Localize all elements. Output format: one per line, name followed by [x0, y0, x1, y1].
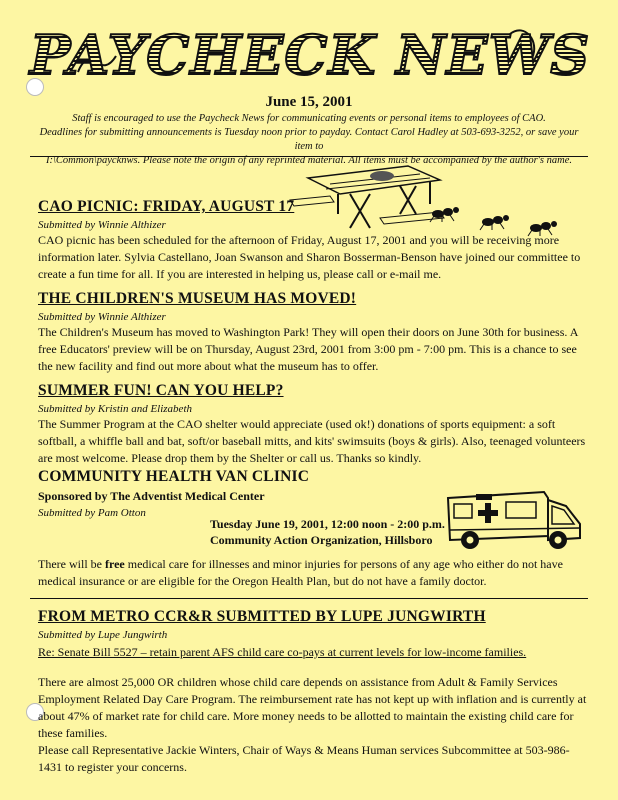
- section-metro-ccrr: [38, 608, 588, 776]
- intro-line-1: Staff is encouraged to use the Paycheck News for communicating events or personal items to employees of CAO.: [72, 113, 546, 124]
- section-subject: Re: Senate Bill 5527 – retain parent AFS child care co-pays at current levels for low-income families.: [38, 645, 527, 659]
- section-body: The Summer Program at the CAO shelter would appreciate (used ok!) donations of sports equipment: a soft softball, a whiffle ball and bat, soft/or baseball mitts, and kits' swimsuits (boys & girls). Also, teenaged volunteers are most welcome. Please drop them by the Shelter or call us. Thanks so kindly.: [38, 417, 586, 465]
- intro-line-2: Deadlines for submitting announcements is Tuesday noon prior to payday. Contact Carol Hadley at 503-693-3252, or save your item to: [39, 127, 579, 152]
- section-body: CAO picnic has been scheduled for the afternoon of Friday, August 17, 2001 and you will be receiving more information later. Sylvia Castellano, Joan Swanson and Sharon Bosserman-Benson have joined our committee to create a fun time for all. If you are interested in helping us, please call or e-mail me.: [38, 233, 581, 281]
- section-childrens-museum: [38, 290, 588, 375]
- section-body-call-to-action: Please call Representative Jackie Winters, Chair of Ways & Means Human services Subcommittee at 503-986-1431 to register your concerns.: [38, 743, 570, 774]
- ambulance-van-illustration: [444, 488, 586, 554]
- section-body: [38, 556, 588, 590]
- event-details: [210, 516, 470, 548]
- section-byline: Submitted by Kristin and Elizabeth: [38, 403, 192, 415]
- section-cao-picnic: [38, 198, 588, 283]
- section-divider: [30, 598, 588, 599]
- event-date-time: Tuesday June 19, 2001, 12:00 noon - 2:00 p.m.: [210, 517, 445, 531]
- section-title: COMMUNITY HEALTH VAN CLINIC: [38, 468, 310, 485]
- masthead-logo: [29, 12, 591, 94]
- section-byline: Submitted by Winnie Althizer: [38, 219, 166, 231]
- section-summer-fun: [38, 382, 588, 467]
- section-sponsor: Sponsored by The Adventist Medical Center: [38, 489, 265, 503]
- section-body: There are almost 25,000 OR children whose child care depends on assistance from Adult & Family Services Employment Related Day Care Program. The reimbursement rate has not kept up with inflation and is currently at about 47% of market rate for child care. More money needs to be allotted to maintain the existing child care for these families.: [38, 675, 587, 740]
- section-byline: Submitted by Lupe Jungwirth: [38, 629, 168, 641]
- body-emphasis: free: [104, 557, 125, 571]
- header-divider: [30, 156, 588, 157]
- section-title: THE CHILDREN'S MUSEUM HAS MOVED!: [38, 290, 357, 307]
- masthead: [29, 12, 591, 94]
- body-text-start: There will be: [38, 557, 105, 571]
- body-text-end: medical care for illnesses and minor injuries for persons of any age who either do not have medical insurance or are eligible for the Oregon Health Plan, but do not have a family doctor.: [38, 557, 563, 588]
- masthead-title: PAYCHECK NEWS: [29, 23, 591, 87]
- section-title: CAO PICNIC: FRIDAY, AUGUST 17: [38, 198, 295, 215]
- intro-line-3: I:\Common\paycknws. Please note the origin of any reprinted material. All items must be accompanied by the author's name.: [46, 155, 572, 166]
- issue-date: June 15, 2001: [265, 94, 353, 110]
- section-title: SUMMER FUN! CAN YOU HELP?: [38, 382, 284, 399]
- event-location: Community Action Organization, Hillsboro: [210, 533, 433, 547]
- section-title: FROM METRO CCR&R SUBMITTED BY LUPE JUNGWIRTH: [38, 608, 486, 625]
- section-body: The Children's Museum has moved to Washington Park! They will open their doors on June 30th for business. A free Educators' preview will be on Thursday, August 23rd, 2001 from 3:00 pm - 7:00 pm. This is a chance to see the new facility and find out more about what the museum has to offer.: [38, 325, 578, 373]
- section-byline: Submitted by Pam Otton: [38, 507, 146, 519]
- section-byline: Submitted by Winnie Althizer: [38, 311, 166, 323]
